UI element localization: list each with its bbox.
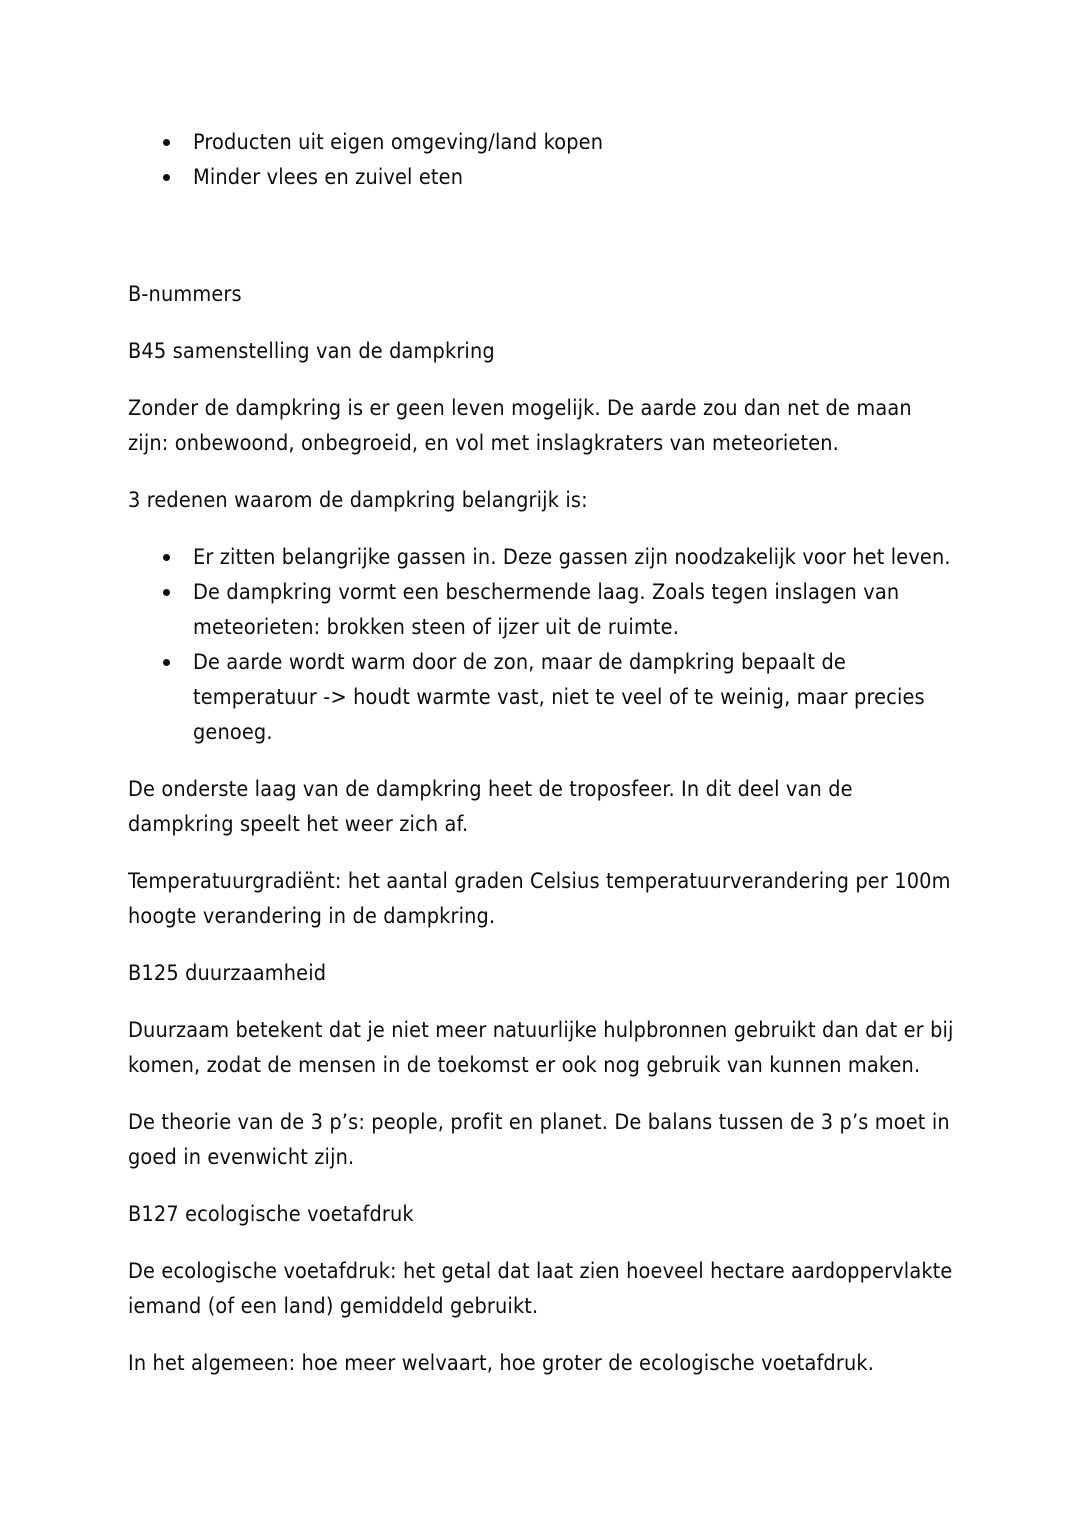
- section-spacer: [128, 217, 958, 277]
- b127-paragraph-1: De ecologische voetafdruk: het getal dat laat zien hoeveel hectare aardoppervlakte iemand (of een land) gemiddeld gebruikt.: [128, 1259, 953, 1319]
- bullet-dot-icon: [163, 589, 170, 596]
- section-heading-b125: B125 duurzaamheid: [128, 961, 327, 986]
- bullet-dot-icon: [163, 554, 170, 561]
- b45-paragraph-2: 3 redenen waarom de dampkring belangrijk is:: [128, 488, 588, 513]
- list-item-label: Minder vlees en zuivel eten: [193, 165, 464, 190]
- b45-paragraph-3: De onderste laag van de dampkring heet de troposfeer. In dit deel van de dampkring speelt het weer zich af.: [128, 777, 853, 837]
- document-body: [128, 125, 958, 1381]
- b45-reasons-list: [128, 540, 958, 750]
- list-item-label: Producten uit eigen omgeving/land kopen: [193, 130, 604, 155]
- list-item: [128, 540, 958, 575]
- bullet-dot-icon: [163, 174, 170, 181]
- list-item-label: De dampkring vormt een beschermende laag. Zoals tegen inslagen van meteorieten: brokken steen of ijzer uit de ruimte.: [193, 580, 900, 640]
- section-heading-b-nummers: B-nummers: [128, 282, 242, 307]
- list-item: [128, 645, 958, 750]
- list-item: [128, 575, 958, 645]
- b125-paragraph-2: De theorie van de 3 p’s: people, profit en planet. De balans tussen de 3 p’s moet in goed in evenwicht zijn.: [128, 1110, 950, 1170]
- b45-paragraph-4: Temperatuurgradiënt: het aantal graden Celsius temperatuurverandering per 100m hoogte verandering in de dampkring.: [128, 869, 951, 929]
- bullet-dot-icon: [163, 139, 170, 146]
- b127-paragraph-2: In het algemeen: hoe meer welvaart, hoe groter de ecologische voetafdruk.: [128, 1351, 875, 1376]
- list-item: [128, 125, 958, 160]
- b45-paragraph-1: Zonder de dampkring is er geen leven mogelijk. De aarde zou dan net de maan zijn: onbewoond, onbegroeid, en vol met inslagkraters van meteorieten.: [128, 396, 912, 456]
- list-item: [128, 160, 958, 195]
- section-heading-b45: B45 samenstelling van de dampkring: [128, 339, 495, 364]
- sustainability-tips-list: [128, 125, 958, 195]
- list-item-label: De aarde wordt warm door de zon, maar de dampkring bepaalt de temperatuur -> houdt warmte vast, niet te veel of te weinig, maar precies genoeg.: [193, 650, 925, 745]
- bullet-dot-icon: [163, 659, 170, 666]
- b125-paragraph-1: Duurzaam betekent dat je niet meer natuurlijke hulpbronnen gebruikt dan dat er bij komen, zodat de mensen in de toekomst er ook nog gebruik van kunnen maken.: [128, 1018, 954, 1078]
- section-heading-b127: B127 ecologische voetafdruk: [128, 1202, 414, 1227]
- list-item-label: Er zitten belangrijke gassen in. Deze gassen zijn noodzakelijk voor het leven.: [193, 545, 951, 570]
